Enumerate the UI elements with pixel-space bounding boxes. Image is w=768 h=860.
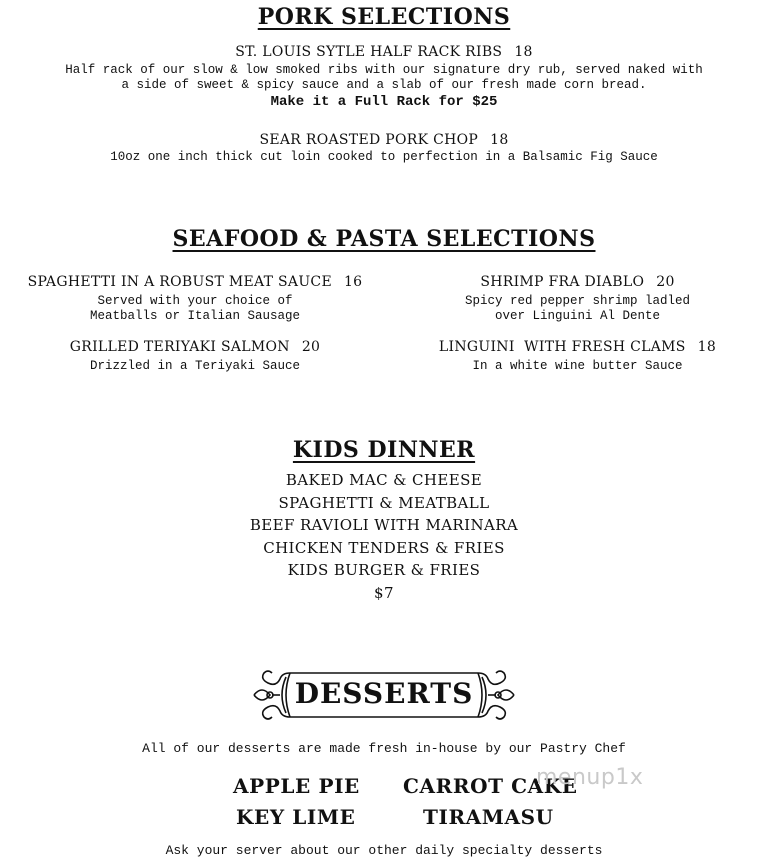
seafood-section: [0, 226, 768, 252]
kids-section: [0, 437, 768, 463]
kids-item: KIDS BURGER & FRIES: [287, 561, 481, 579]
menu-item-shrimp: [400, 273, 755, 324]
dessert-item-apple-pie: [233, 774, 360, 798]
desserts-section-title: DESSERTS: [294, 677, 474, 710]
kids-section-title: KIDS DINNER: [292, 437, 476, 463]
item-price-ribs: 18: [514, 44, 533, 60]
item-name-spaghetti: SPAGHETTI IN A ROBUST MEAT SAUCE: [27, 274, 332, 290]
dessert-item-key-lime: [236, 805, 355, 829]
item-desc-spaghetti-2: Meatballs or Italian Sausage: [89, 309, 301, 323]
menu-item-salmon: [10, 338, 380, 374]
desserts-intro: All of our desserts are made fresh in-house by our Pastry Chef: [142, 741, 626, 756]
item-desc-shrimp-2: over Linguini Al Dente: [494, 309, 661, 323]
item-price-spaghetti: 16: [343, 274, 363, 290]
item-desc-salmon: Drizzled in a Teriyaki Sauce: [89, 359, 301, 373]
item-desc-shrimp-1: Spicy red pepper shrimp ladled: [464, 294, 691, 308]
item-name-salmon: GRILLED TERIYAKI SALMON: [69, 339, 290, 355]
menu-item-ribs: [0, 43, 768, 61]
kids-item: BEEF RAVIOLI WITH MARINARA: [249, 516, 519, 534]
item-desc-ribs-2: a side of sweet & spicy sauce and a slab of our fresh made corn bread.: [121, 78, 647, 92]
item-desc-spaghetti-1: Served with your choice of: [97, 294, 293, 308]
menu-item-pork-chop: [0, 131, 768, 149]
pork-section: [0, 4, 768, 30]
item-price-pork-chop: 18: [490, 132, 509, 148]
menu-item-spaghetti: [10, 273, 380, 324]
item-note-ribs: Make it a Full Rack for $25: [270, 94, 498, 110]
kids-item: CHICKEN TENDERS & FRIES: [263, 538, 505, 557]
kids-item: BAKED MAC & CHEESE: [285, 471, 483, 489]
dessert-item-tiramasu: [423, 805, 554, 829]
item-name-pork-chop: SEAR ROASTED PORK CHOP: [259, 132, 479, 148]
dessert-name: KEY LIME: [236, 805, 356, 829]
item-desc-pork-chop: 10oz one inch thick cut loin cooked to perfection in a Balsamic Fig Sauce: [110, 150, 658, 164]
item-price-linguini: 18: [697, 339, 717, 355]
item-price-salmon: 20: [301, 339, 321, 355]
kids-item: SPAGHETTI & MEATBALL: [278, 493, 490, 512]
dessert-name: TIRAMASU: [423, 805, 554, 829]
dessert-name: CARROT CAKE: [403, 774, 578, 798]
pork-section-title: PORK SELECTIONS: [257, 4, 511, 30]
item-name-ribs: ST. LOUIS SYTLE HALF RACK RIBS: [235, 44, 503, 60]
item-name-linguini: LINGUINI WITH FRESH CLAMS: [438, 339, 686, 355]
seafood-section-title: SEAFOOD & PASTA SELECTIONS: [172, 226, 596, 252]
kids-price: $7: [374, 583, 394, 602]
item-desc-ribs-1: Half rack of our slow & low smoked ribs with our signature dry rub, served naked with: [65, 63, 703, 77]
desserts-banner: [250, 665, 518, 725]
desserts-footer: Ask your server about our other daily specialty desserts: [165, 843, 603, 858]
item-desc-linguini: In a white wine butter Sauce: [472, 359, 683, 373]
menu-item-linguini: [400, 338, 755, 374]
dessert-name: APPLE PIE: [233, 774, 360, 798]
kids-list: [0, 469, 768, 604]
item-name-shrimp: SHRIMP FRA DIABLO: [480, 274, 645, 290]
watermark-logo: menup1x: [536, 765, 644, 790]
item-price-shrimp: 20: [656, 274, 675, 290]
